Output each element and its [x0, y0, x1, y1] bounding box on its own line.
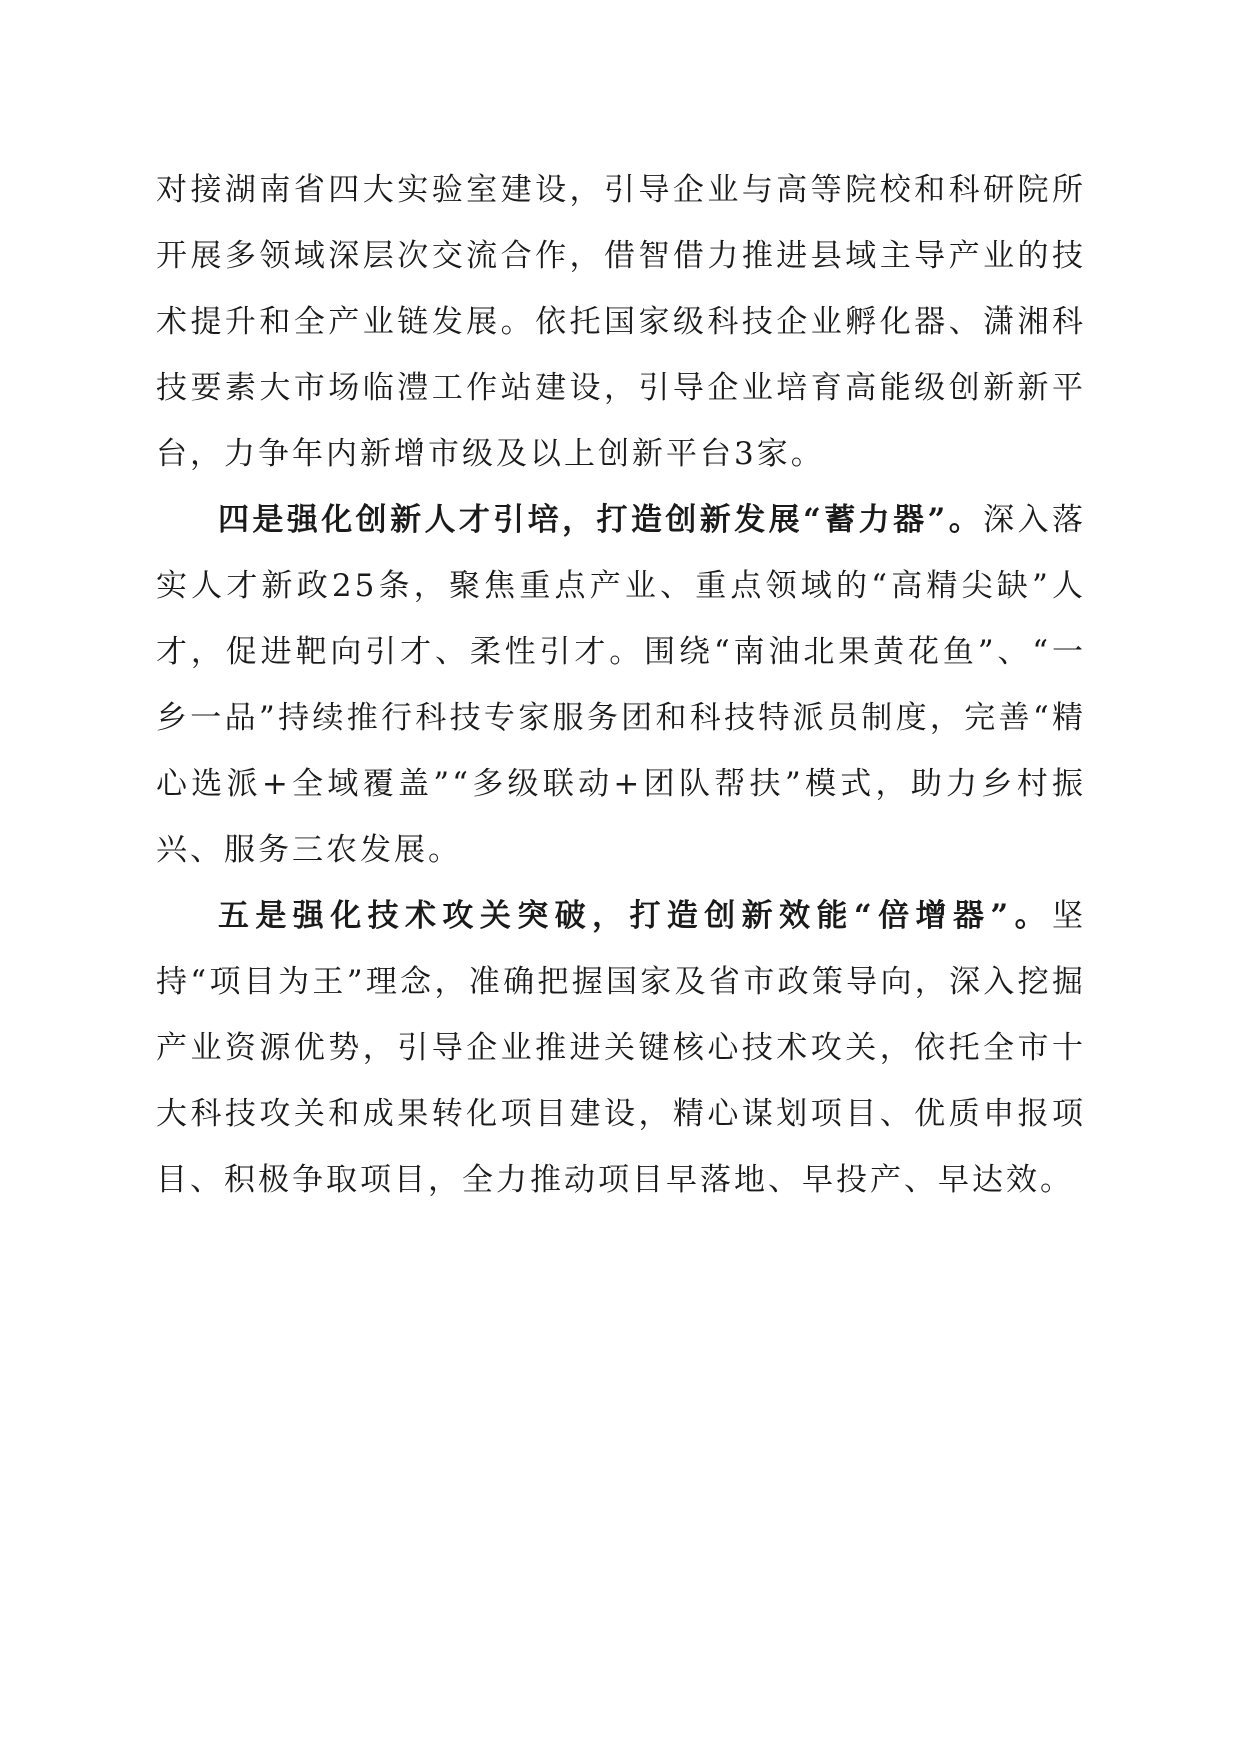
- paragraph-talent: [156, 487, 1086, 883]
- paragraph-text: 对接湖南省四大实验室建设，引导企业与高等院校和科研院所开展多领域深层次交流合作，借智借力推进县域主导产业的技术提升和全产业链发展。依托国家级科技企业孵化器、潇湘科技要素大市场临澧工作站建设，引导企业培育高能级创新新平台，力争年内新增市级及以上创新平台3家。: [156, 172, 1086, 472]
- paragraph-continuation: [156, 157, 1086, 487]
- paragraph-text: 深入落实人才新政25条，聚焦重点产业、重点领域的“高精尖缺”人才，促进靶向引才、柔性引才。围绕“南油北果黄花鱼”、“一乡一品”持续推行科技专家服务团和科技特派员制度，完善“精心选派+全域覆盖”“多级联动+团队帮扶”模式，助力乡村振兴、服务三农发展。: [156, 502, 1086, 868]
- paragraph-heading: 四是强化创新人才引培，打造创新发展“蓄力器”。: [218, 502, 984, 538]
- document-body: [156, 157, 1086, 1213]
- paragraph-text: 坚持“项目为王”理念，准确把握国家及省市政策导向，深入挖掘产业资源优势，引导企业推进关键核心技术攻关，依托全市十大科技攻关和成果转化项目建设，精心谋划项目、优质申报项目、积极争取项目，全力推动项目早落地、早投产、早达效。: [156, 898, 1086, 1198]
- paragraph-tech-breakthrough: [156, 883, 1086, 1213]
- paragraph-heading: 五是强化技术攻关突破，打造创新效能“倍增器”。: [218, 898, 1052, 934]
